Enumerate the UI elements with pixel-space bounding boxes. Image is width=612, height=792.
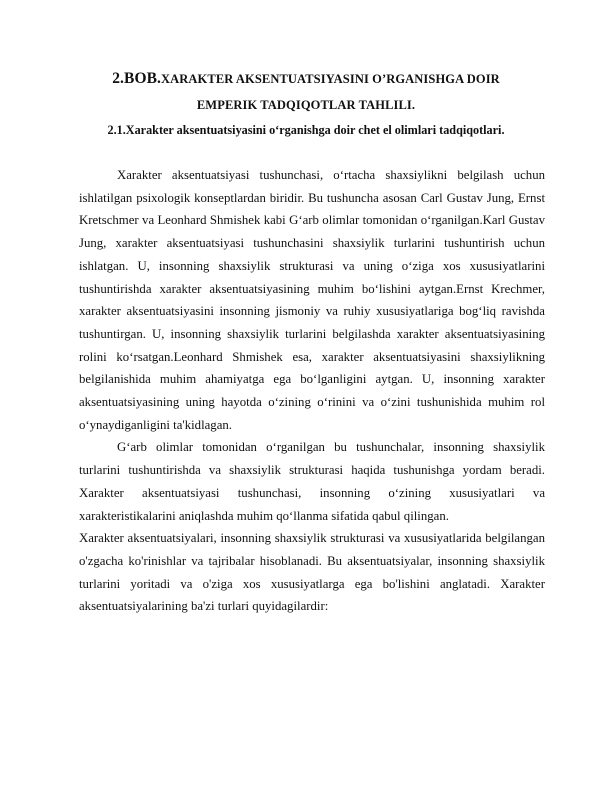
- chapter-title-line-2: EMPERIK TADQIQOTLAR TAHLILI.: [196, 98, 416, 112]
- paragraph-1: Xarakter aksentuatsiyasi tushunchasi, o‘rtacha shaxsiylikni belgilash uchun ishlatilgan psixologik konseptlardan biridir. Bu tushuncha asosan Carl Gustav Jung, Ernst Kretschmer va Leonhard Shmishek kabi G‘arb olimlar tomonidan o‘rganilgan.Karl Gustav Jung, xarakter aksentuatsiyasi tushunchasini shaxsiylik turlarini tushuntirish uchun ishlatgan. U, insonning shaxsiylik strukturasi va uning o‘ziga xos xususiyatlarini tushuntirishda xarakter aksentuatsiyasining muhim bo‘lishini aytgan.Ernst Krechmer, xarakter aksentuatsiyasini insonning jismoniy va ruhiy xususiyatlariga bog‘liq ravishda tushuntirgan. U, insonning shaxsiylik turlarini belgilashda xarakter aksentuatsiyasining rolini ko‘rsatgan.Leonhard Shmishek esa, xarakter aksentuatsiyasini shaxsiylikning belgilanishida muhim ahamiyatga ega bo‘lganligini aytgan. U, insonning xarakter aksentuatsiyasining uning hayotda o‘zining o‘rinini va o‘zini tushunishida muhim rol o‘ynaydiganligini ta'kidlagan.: [79, 168, 545, 432]
- chapter-number: 2.BOB.: [112, 70, 162, 87]
- paragraph-3: Xarakter aksentuatsiyalari, insonning shaxsiylik strukturasi va xususiyatlarida belgilangan o'zgacha ko'rinishlar va tajribalar hisoblanadi. Bu aksentuatsiyalar, insonning shaxsiylik turlarini yoritadi va o'ziga xos xususiyatlarga ega bo'lishini anglatadi. Xarakter aksentuatsiyalarining ba'zi turlari quyidagilardir:: [79, 531, 545, 614]
- chapter-title-line-1: [60, 66, 552, 92]
- body-text: [79, 164, 545, 618]
- section-title: 2.1.Xarakter aksentuatsiyasini o‘rganishga doir chet el olimlari tadqiqotlari.: [107, 123, 505, 137]
- chapter-title: [60, 66, 552, 118]
- chapter-title-text: XARAKTER AKSENTUATSIYASINI O’RGANISHGA DOIR: [161, 72, 500, 86]
- paragraph-2: G‘arb olimlar tomonidan o‘rganilgan bu tushunchalar, insonning shaxsiylik turlarini tushuntirishda va shaxsiylik strukturasi haqida tushunishga yordam beradi. Xarakter aksentuatsiyasi tushunchasi, insonning o‘zining xususiyatlari va xarakteristikalarini aniqlashda muhim qo‘llanma sifatida qabul qilingan.: [79, 440, 545, 523]
